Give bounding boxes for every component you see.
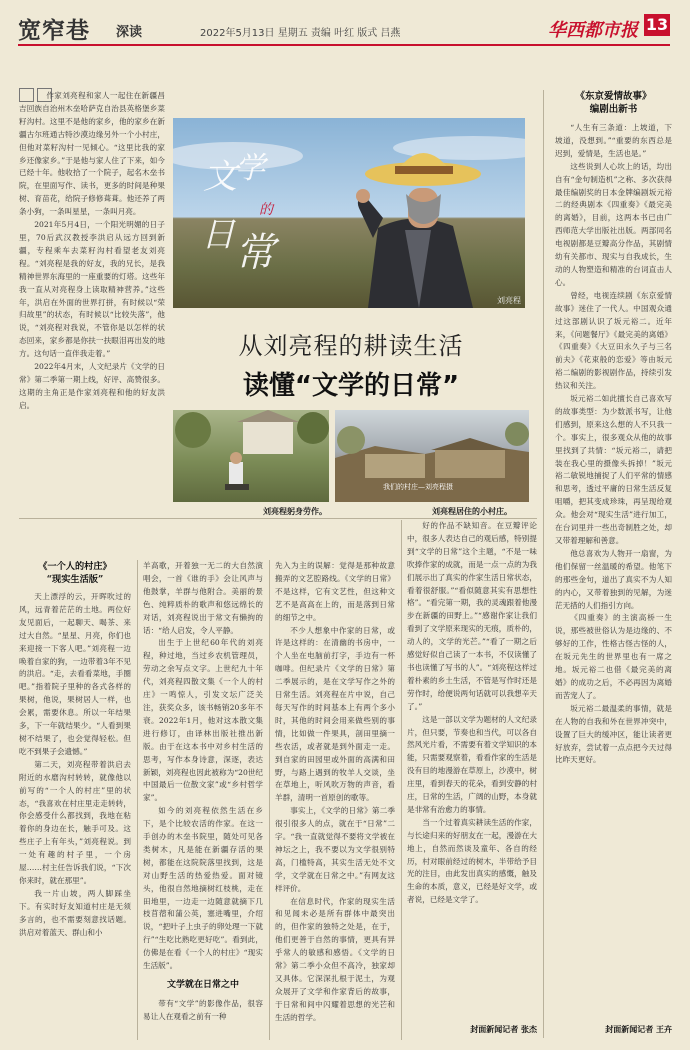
page-header — [0, 0, 690, 44]
header-rule — [18, 44, 670, 46]
page-number: 13 — [645, 15, 669, 34]
sidebar-paragraph: 坂元裕二最温柔的事情，就是在人物的自我和外在世界冲突中，设置了巨大的缓冲区，能让读者更好放弃，尝试着一点点把今天过得比昨天更好。 — [555, 703, 672, 765]
subsection-name: 深读 — [116, 25, 143, 40]
column-1-paragraph: 我一片山坡，两人脚踩坐下。有实时好友知道村庄是无须多言的，也不需要刻意找话题。洪启对着蓝天、群山和小 — [19, 888, 131, 937]
person-figure — [356, 153, 481, 308]
photo-credit: 刘亮程 — [497, 296, 521, 305]
column-1-title — [19, 560, 131, 586]
column-2-paragraph: 如今的刘亮程依然生活在乡下，是个比较农活的作家。在这一手创办的木垒书院里，随处可见各类树木，凡是能在新疆存活的果树，都能在这院院落里找到，这是对山野生活的热爱热爱。面对镜头，他很自然地摘树红枝桃，走在田地里，一边走一边随意就摘下几枝苜蓿和蒲公英，塞进嘴里，介绍说，“把叶子上虫子的卵处理一下就行”“生吃比熟吃更好吃”。看到此，仿佛是在看《一个人的村庄》“现实生活版”。 — [143, 806, 263, 971]
farm-work-photo — [173, 410, 329, 502]
headline — [173, 326, 529, 402]
column-3-paragraph: 不少人想象中作家的日常，或许是这样的：在清幽的书房中，一个人坐在电脑前打字，手边有一杯咖啡。但纪录片《文学的日常》第二季展示的，是在文学写作之外的日常生活。刘亮程在片中说，自己每天写作的时间基本上有两个多小时，其他的时间会用来做些别的事情，比如做一件果具，剖田里摘一些农活，或者就是到外面走一走。到自家的田园里或外面的高满和田野，与路上遇到的牧羊人交谈，坐在草地上，听风吹万物的声音，看羊群，清明一首原创的歌等。 — [275, 625, 395, 803]
headline-line-2: 读懂“文学的日常” — [242, 371, 460, 401]
column-divider — [543, 90, 544, 1038]
column-1-title-line-1: 《一个人的村庄》 — [38, 561, 112, 572]
column-4 — [407, 520, 537, 1020]
sidebar-paragraph: 坂元裕二如此擅长自己喜欢写的故事类型：为少数派书写，让他们感到，原来这么想的人不只我一个。事实上，很多观众从他的故事里找到了共情：“坂元裕二，请把装在我心里的摄像头拆掉！”坂元裕二敏锐地捕捉了人们平常的情感和思考，透过平庸的日常生活反复咀嚼，把其变成珍珠，再呈现给观众。他会对“现实生活”进行加工，在台词里并一些出奇制胜之处，却又带着理解和善意。 — [555, 394, 672, 545]
column-2-subhead: 文学就在日常之中 — [166, 980, 239, 990]
svg-text:文: 文 — [203, 157, 237, 197]
column-1-paragraph: 天上漂浮的云，开晖吹过的风，远青着茫茫的土地。两位好友见面后，一起聊天、喝茶、来过大自然。“星星、月亮，你们也来迎接一下客人吧。”刘亮程一边唤着自家的狗，一边带着3年不见的洪启。“走，去看看菜地，手圈吧。”指着院子里种的各式各样的果树，他说，果树居人一样，也会累，需要休息。所以一年结果多，下一年就结果少。“人看到果树不结果了，也会觉得轻松。但吃不到果子会遗憾。” — [19, 592, 131, 756]
village-caption: 刘亮程居住的小村庄。 — [432, 507, 512, 516]
sidebar-paragraph: 这些说到人心坎上的话，均出自有“金句制造机”之称、多次获得最佳编剧奖的日本金牌编剧坂元裕二的经典剧本《四重奏》《最完美的离婚》，目前，这两本书已由广西师范大学出版社出版。两部同名电视剧都是豆瓣高分作品，其剧情幼有关都市、现实与自我成长，生动的人物塑造和精准的台词直击人心。 — [555, 161, 672, 287]
intro-paragraph: 2021年5月4日，一个阳光明媚的日子里，70后武汉教授李洪启从远方回到新疆，专程乘车去菜籽沟村看望老友刘亮程。“刘亮程是我的好友，我的兄长，是我精神世界东海里的一座重要的灯塔。这些年我一直从对亮程身上读取精神营养。”这些年，洪启在外面的世界打拼，有时候以“荣归故里”的状态，有时候以“比较失落”，他说，“刘亮程对我说，不管你是以怎样的状态回来，家乡都是你扶一扶眼泪再出发的地方。这句话一直伴我走着。” — [19, 220, 165, 359]
column-4-paragraph: 这是一部以文学为题材的人文纪录片，但只要，节奏也和当代，可以各自然风光片看，不需要有着文学知识的本能，只需要观察着，看看作家的生活是没有目的地漫游在草原上，沙漠中，树庄里，看到春天的花朵，看到安静的村庄，日常的生活，广阔的山野，本身就是非常有治愈力的事情。 — [407, 714, 537, 814]
intro-paragraph: 作家刘亮程和家人一起住在新疆昌吉回族自治州木垒哈萨克自治县英格堡乡菜籽沟村。这里不是他的家乡，他的家乡在新疆古尔班通古特沙漠边缘另外一个小村庄，但他对菜籽沟村一见倾心。“这里比我的家乡还像家乡。”于是他与家人住了下来，如今已经十年。他收拾了一个院子，起名木垒书院，在里面写作、读书，更多的时间是种果树、育苗花，给院子修修葺葺。他还养了两条小狗，一条叫星星，一条叫月亮。 — [19, 91, 165, 217]
sidebar-paragraph: “人生有三条道：上坡道，下坡道，没想到。”“重要的东西总是迟到，爱情是，生活也是。” — [555, 123, 672, 158]
svg-text:常: 常 — [235, 230, 275, 276]
village-photo-caption-inner: 我们的村庄—刘亮程摄 — [383, 483, 453, 491]
column-divider — [401, 520, 402, 1040]
farm-work-caption: 刘亮程躬身劳作。 — [263, 507, 327, 516]
farm-work-illustration — [173, 410, 329, 502]
sidebar-paragraph: 他总喜欢为人物开一扇窗，为他们保留一丝温暖的希望。他笔下的那些金句，道出了真实不为人知的内心，又带着独到的见解，为迷茫无措的人们指引方向。 — [555, 548, 672, 610]
column-4-paragraph: 好的作品不缺知音。在豆瓣评论中，很多人表达自己的观后感，特别提到“文学的日常”这个主题，“不是一味吹捧作家的成就，而是一点一点的为我们展示出了真实的作家生活日常状态，看着很舒服。”“看似随意其实有思想性格”。“看完第一期，我的灵魂跟着他漫步在新疆的田野上。”“感谢作家让我们看到了文学原来现实的无痕，质朴的，动人的，文学的光芒。”“看了一期之后感觉好似自己读了一本书，不仅读懂了书也读懂了写书的人”。“刘亮程这样过着朴素的乡土生活，不管是写作时还是劳作时，给便说两句话就可以我想辛天了。” — [407, 521, 537, 711]
sidebar-title — [555, 90, 672, 116]
sidebar-credit: 封面新闻记者 王卉 — [605, 1024, 672, 1034]
column-3-paragraph: 在信息时代，作家的现实生活和见闻未必是所有群体中最突出的，但作家的独特之处是，在于，他们更善于自然的事情，更具有异乎常人的敏感和感悟。《文学的日常》第二季小众但不高冷，独家却又具体。它深深扎根于泥土，为观众展开了文学和作家背后的故事，于日常和间中闪耀着思想的光芒和生活的哲学。 — [275, 896, 395, 1022]
section-divider — [19, 518, 537, 519]
column-4-paragraph: 当一个过着真实耕读生活的作家，与长途归来的好朋友在一起，漫游在大地上，自然而然谈及童年、各自的经历，村对眼前经过的树木，半带给予目光的注目，由此发出真实的感慨，触及生命的本质，意义，已经是好文学，或者说，已经是文学了。 — [407, 817, 537, 905]
column-2-paragraph: 羊高歌，开着独一无二的大自然演唱会，一首《谁的手》会让风声与他鼓掌，羊群与他附合。美丽的景色、纯粹质朴的歌声和悠远绵长的对话，刘亮程说出于常文有懒拘的话：“给人启发，令人平静。 — [143, 561, 263, 635]
svg-text:日: 日 — [201, 215, 235, 255]
sidebar-paragraph: 曾经，电视连续剧《东京爱情故事》迷住了一代人。中国观众通过这部剧认识了坂元裕二。近年来，《问题餐厅》《最完美的离婚》《四重奏》《大豆田永久子与三名前夫》《花束般的恋爱》等由坂元裕二编剧的影视剧作品，持续引发热议和关注。 — [555, 290, 672, 391]
column-3-paragraph: 先入为主的误解：觉得是那种故意搬弄的文艺腔路线。《文学的日常》不是这样，它有文艺性，但这种文艺不是高高在上的，而是落到日常的细节之中。 — [275, 561, 395, 622]
hero-illustration — [173, 118, 525, 308]
column-divider — [269, 560, 270, 1040]
column-2-paragraph: 带有“文学”的影像作品，很容易让人在观看之前有一种 — [143, 998, 263, 1021]
column-1 — [19, 560, 131, 1040]
column-divider — [137, 560, 138, 1040]
column-1-paragraph: 第二天，刘亮程带着洪启去附近的水磨沟村转转，就像他以前写的“一个人的村庄”里的状态，“我喜欢在村庄里走走转转，你会感受什么都找到，我地在粘着你的身边在长，触手可及。这些庄子上有年头，”刘亮程说。到一处有趣的村子里，一个房屋……村主任告诉我们说，“下次你来时，就在那里”。 — [19, 759, 131, 885]
column-2 — [143, 560, 263, 1040]
sidebar-paragraph: 《四重奏》的主演高桥一生说，那些被世俗认为是边缘的、不够好的工作，性格古怪古怪的人，在坂元先生的世界里也有一席之地。坂元裕二也借《最完美的离婚》的成功之后，不必再因为离婚而苦宠人了。 — [555, 613, 672, 700]
masthead-logo: 华西都市报 — [548, 20, 638, 41]
village-photo — [335, 410, 529, 502]
intro-column — [19, 90, 165, 513]
column-3 — [275, 560, 395, 1040]
intro-paragraph: 2022年4月末，人文纪录片《文学的日常》第二季第一期上线，好评、高赞很多。这期的主角正是作家刘亮程和他的好友洪启。 — [19, 362, 165, 410]
column-2-paragraph: 出生于上世纪60年代的刘亮程，种过地，当过乡农机管理员，劳动之余写点文字。上世纪九十年代，刘亮程四散文集《一个人的村庄》一鸣惊人，引发文坛广泛关注，获奖众多，该书畅销20多年不衰。2022年1月，他对这本散文集进行修订，由译林出版社推出新版。由于在这本书中对乡村生活的思考，写作本身诗意，深逐，表达新颖，刘亮程也因此被称为“20世纪中国最后一位散文家”或“乡村哲学家”。 — [143, 638, 263, 803]
calligraphy-mark — [201, 151, 280, 276]
svg-text:学: 学 — [235, 151, 265, 186]
sidebar-article — [555, 90, 672, 1010]
issue-meta: 2022年5月13日 星期五 责编 叶红 版式 吕燕 — [200, 28, 401, 39]
headline-line-1: 从刘亮程的耕读生活 — [238, 332, 464, 360]
section-name: 宽窄巷 — [18, 18, 90, 44]
column-4-credit: 封面新闻记者 张杰 — [470, 1024, 537, 1034]
hero-photo — [173, 118, 525, 308]
sidebar-title-line-2: 编剧出新书 — [589, 104, 638, 115]
svg-text:的: 的 — [259, 202, 273, 218]
column-1-title-line-2: “现实生活版” — [46, 574, 104, 585]
column-3-paragraph: 事实上，《文学的日常》第二季很引很多人的点，就在于“日常”二字。“我一直就觉得不要将文学被在神坛之上，我不要以为文学很别特高，门槛特高，其实生活无处不文学，文学就在日常之中。”有网友这样评价。 — [275, 806, 395, 893]
sidebar-title-line-1: 《东京爱情故事》 — [575, 91, 652, 102]
